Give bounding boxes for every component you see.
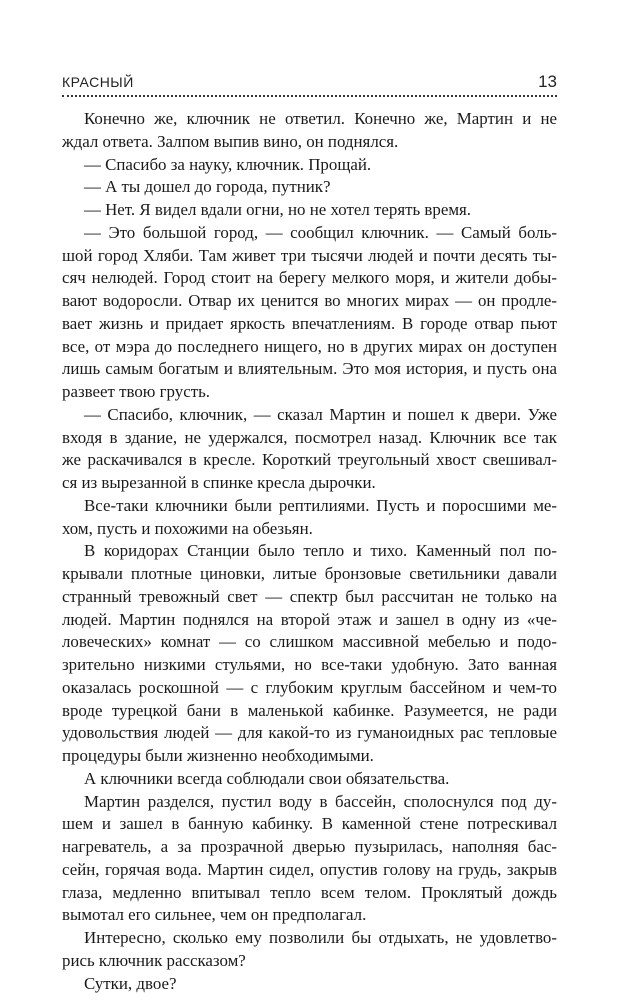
text-line: развеет твою грусть. (62, 382, 211, 401)
text-line: ловеческих» комнат — со слишком массивной мебелью и подо- (62, 632, 557, 652)
header-dotted-rule (62, 95, 557, 97)
text-line: же раскачивался в кресле. Короткий треугольный хвост свешивал- (62, 450, 557, 470)
text-line: ся из вырезанной в спинке кресла дырочки. (62, 473, 376, 492)
text-line: удовольствия людей — для какой-то из гуманоидных рас тепловые (62, 723, 557, 743)
text-line: А ключники всегда соблюдали свои обязательства. (84, 768, 450, 788)
text-line: шем и зашел в банную кабинку. В каменной стене потрескивал (62, 814, 557, 834)
text-line: лишь самым богатым и влиятельным. Это моя история, и пусть она (62, 359, 557, 379)
running-title: КРАСНЫЙ (62, 74, 134, 90)
text-line: странный тревожный свет — спектр был рассчитан не только на (62, 586, 557, 606)
text-line: крывали плотные циновки, литые бронзовые светильники давали (62, 564, 557, 583)
text-line: рись ключник рассказом? (62, 950, 246, 970)
text-line: Интересно, сколько ему позволили бы отдыхать, не удовлетво- (84, 928, 557, 947)
text-line: сейн, горячая вода. Мартин сидел, опустив голову на грудь, закрыв (62, 859, 557, 879)
text-line: процедуры были жизненно необходимыми. (62, 746, 374, 765)
text-line: шой город Хляби. Там живет три тысячи людей и почти десять ты- (62, 245, 557, 265)
page-number: 13 (538, 72, 557, 91)
text-line: — Спасибо, ключник, — сказал Мартин и пошел к двери. Уже (84, 404, 557, 424)
text-line: зрительно низкими стульями, но все-таки удобную. Зато ванная (62, 655, 557, 674)
page-header (62, 66, 557, 96)
body-text (62, 108, 557, 995)
text-line: вымотал его сильнее, чем он предполагал. (62, 905, 367, 925)
text-line: нагреватель, а за прозрачной дверью пузырилась, наполняя бас- (62, 837, 557, 856)
text-line: все, от мэра до последнего нищего, но в других мирах он доступен (62, 336, 557, 356)
text-line: сяч нелюдей. Город стоит на берегу мелкого моря, и жители добы- (62, 268, 557, 288)
text-line: входя в здание, не удержался, посмотрел назад. Ключник все так (62, 427, 557, 447)
text-line: — Нет. Я видел вдали огни, но не хотел терять время. (84, 200, 472, 219)
text-line: вроде турецкой бани в маленькой кабинке. Разумеется, не ради (62, 700, 557, 720)
text-line: вает жизнь и придает яркость впечатлениям. В городе отвар пьют (62, 313, 557, 333)
text-line: глаза, медленно впитывал тепло всем телом. Проклятый дождь (62, 882, 557, 902)
text-line: людей. Мартин поднялся на второй этаж и зашел в одну из «че- (62, 609, 557, 629)
text-line: — А ты дошел до города, путник? (84, 177, 331, 197)
text-line: оказалась роскошной — с глубоким круглым бассейном и чем-то (62, 677, 557, 697)
text-line: вают водоросли. Отвар их ценится во многих мирах — он продле- (62, 291, 557, 310)
text-line: Сутки, двое? (84, 973, 177, 993)
text-line: хом, пусть и похожими на обезьян. (62, 518, 313, 538)
text-line: Мартин разделся, пустил воду в бассейн, сполоснулся под ду- (84, 791, 557, 811)
text-line: — Спасибо за науку, ключник. Прощай. (84, 154, 372, 174)
text-line: — Это большой город, — сообщил ключник. — Самый боль- (84, 222, 557, 242)
text-line: ждал ответа. Залпом выпив вино, он поднялся. (62, 131, 399, 151)
text-line: В коридорах Станции было тепло и тихо. Каменный пол по- (84, 541, 557, 561)
text-line: Конечно же, ключник не ответил. Конечно же, Мартин и не (84, 109, 557, 128)
text-line: Все-таки ключники были рептилиями. Пусть и поросшими ме- (84, 495, 557, 515)
